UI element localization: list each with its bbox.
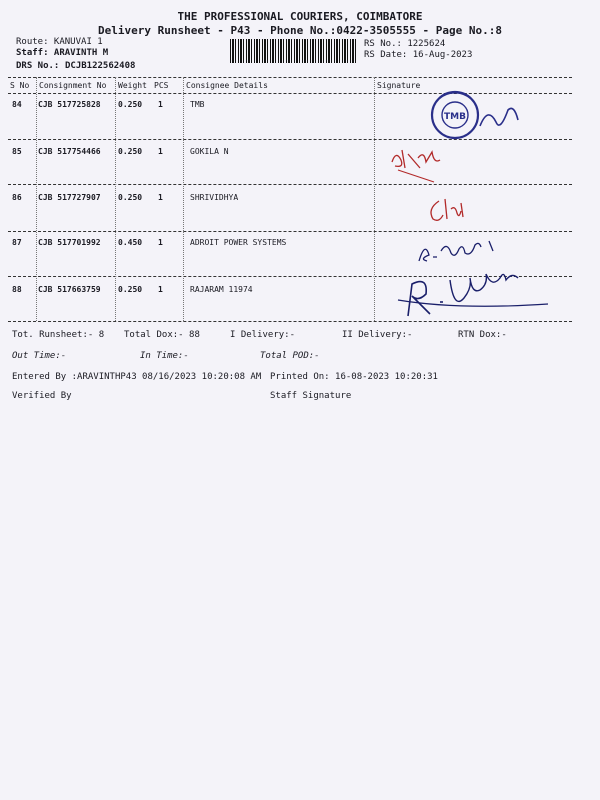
row-weight: 0.250 <box>118 285 143 294</box>
row-consignment: CJB 517727907 <box>38 193 101 202</box>
barcode <box>230 39 358 63</box>
signature-gokila <box>388 140 468 190</box>
drs-label: DRS No.: <box>16 61 60 71</box>
bank-stamp <box>425 88 535 148</box>
row-consignment: CJB 517754466 <box>38 147 101 156</box>
summary-rtn-dox: RTN Dox:- <box>458 330 507 340</box>
row-sno: 87 <box>12 238 22 247</box>
rs-number: RS No.: 1225624 <box>364 39 446 49</box>
verified-by: Verified By <box>12 391 72 401</box>
signature-shrividhya <box>425 195 475 230</box>
row-consignee: SHRIVIDHYA <box>190 193 239 202</box>
row-consignee: RAJARAM 11974 <box>190 285 253 294</box>
row-weight: 0.450 <box>118 238 143 247</box>
col-header-consignee: Consignee Details <box>186 81 268 90</box>
row-sno: 86 <box>12 193 22 202</box>
route-label: Route: KANUVAI 1 <box>16 37 103 47</box>
rs-date: RS Date: 16-Aug-2023 <box>364 50 473 60</box>
in-time-label: In Time:- <box>140 351 189 361</box>
stamp-center-text: TMB <box>444 112 466 122</box>
out-time-label: Out Time:- <box>12 351 67 361</box>
row-consignee: GOKILA N <box>190 147 229 156</box>
row-pcs: 1 <box>158 193 163 202</box>
row-consignment: CJB 517663759 <box>38 285 101 294</box>
drs-number: DCJB122562408 <box>65 61 136 71</box>
summary-i-delivery: I Delivery:- <box>230 330 296 340</box>
row-weight: 0.250 <box>118 100 143 109</box>
row-rule <box>8 231 572 232</box>
company-title: THE PROFESSIONAL COURIERS, COIMBATORE <box>177 10 423 23</box>
row-consignee: ADROIT POWER SYSTEMS <box>190 238 287 247</box>
column-divider <box>115 77 116 321</box>
col-header-sno: S No <box>10 81 30 90</box>
row-sno: 84 <box>12 100 22 109</box>
row-pcs: 1 <box>158 238 163 247</box>
row-pcs: 1 <box>158 147 163 156</box>
row-consignee: TMB <box>190 100 205 109</box>
column-divider <box>183 77 184 321</box>
staff-signature: Staff Signature <box>270 391 352 401</box>
summary-total-dox: Total Dox:- 88 <box>124 330 200 340</box>
row-pcs: 1 <box>158 285 163 294</box>
staff-label: Staff: ARAVINTH M <box>16 48 109 58</box>
row-consignment: CJB 517701992 <box>38 238 101 247</box>
summary-ii-delivery: II Delivery:- <box>342 330 413 340</box>
row-rule <box>8 184 572 185</box>
printed-on: Printed On: 16-08-2023 10:20:31 <box>270 372 438 382</box>
column-divider <box>374 77 375 321</box>
row-weight: 0.250 <box>118 193 143 202</box>
row-sno: 85 <box>12 147 22 156</box>
entered-by: Entered By :ARAVINTHP43 08/16/2023 10:20:08 AM <box>12 372 262 382</box>
table-top-rule <box>8 77 572 78</box>
col-header-signature: Signature <box>377 81 421 90</box>
row-weight: 0.250 <box>118 147 143 156</box>
signature-rajaram <box>396 268 556 323</box>
signature-adroit <box>415 235 505 270</box>
row-consignment: CJB 517725828 <box>38 100 101 109</box>
col-header-consignment: Consignment No <box>39 81 107 90</box>
runsheet-subtitle: Delivery Runsheet - P43 - Phone No.:0422-3505555 - Page No.:8 <box>98 24 502 37</box>
summary-tot-runsheet: Tot. Runsheet:- 8 <box>12 330 105 340</box>
total-pod-label: Total POD:- <box>260 351 320 361</box>
col-header-pcs: PCS <box>154 81 169 90</box>
column-divider <box>36 77 37 321</box>
row-sno: 88 <box>12 285 22 294</box>
col-header-weight: Weight <box>118 81 147 90</box>
row-pcs: 1 <box>158 100 163 109</box>
